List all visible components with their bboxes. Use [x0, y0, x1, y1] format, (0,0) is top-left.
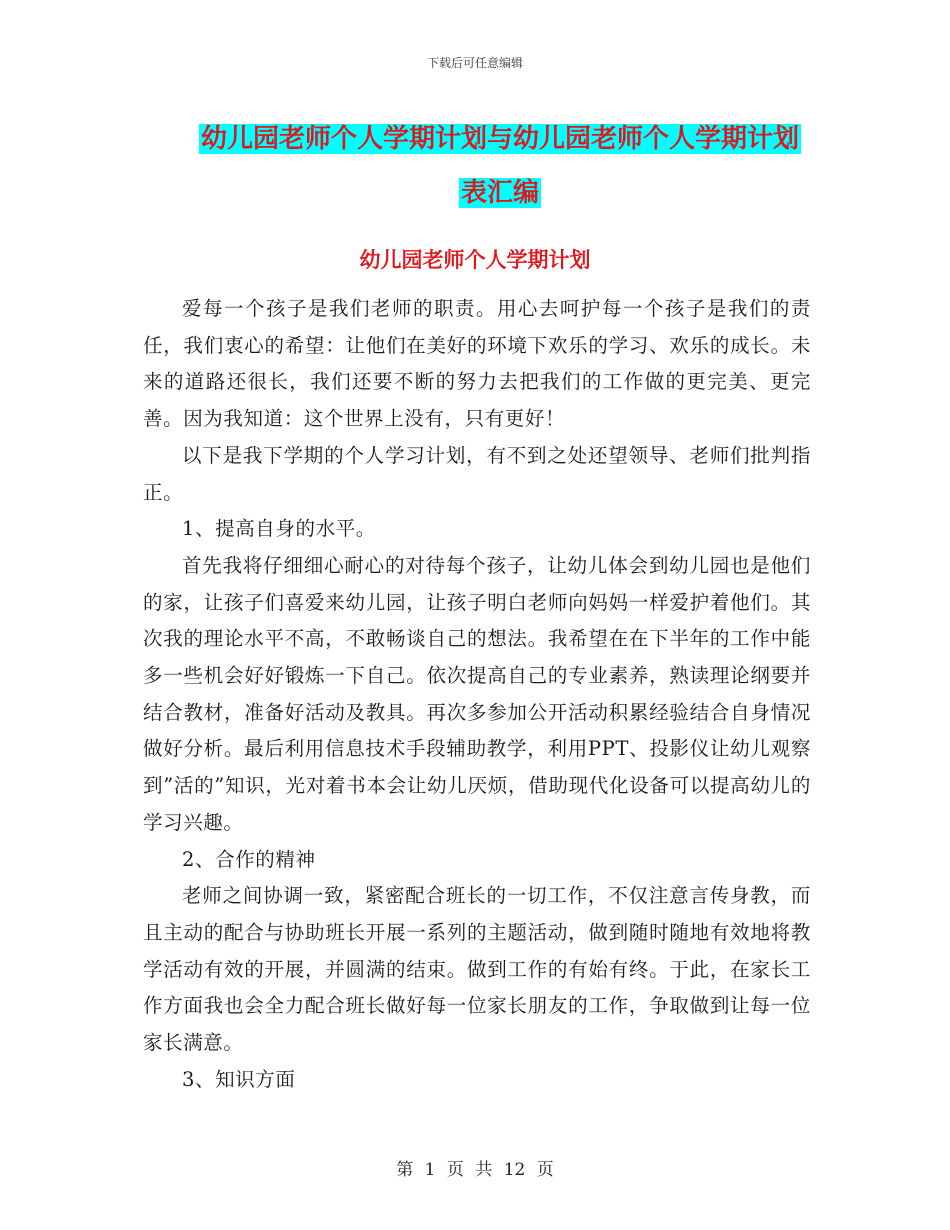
paragraph-heading: 2、合作的精神	[182, 847, 316, 871]
document-title-line-1: 幼儿园老师个人学期计划与幼儿园老师个人学期计划	[200, 124, 799, 154]
paragraph-heading: 3、知识方面	[182, 1067, 296, 1091]
section-title: 幼儿园老师个人学期计划	[359, 248, 591, 272]
paragraph-heading: 1、提高自身的水平。	[182, 517, 376, 541]
document-title-line-2: 表汇编	[460, 178, 539, 208]
body-text	[143, 291, 811, 1098]
document-title	[150, 112, 850, 220]
paragraph: 以下是我下学期的个人学习计划，有不到之处还望领导、老师们批判指正。	[143, 443, 811, 504]
header-note: 下载后可任意编辑	[426, 56, 523, 70]
paragraph: 首先我将仔细细心耐心的对待每个孩子，让幼儿体会到幼儿园也是他们的家，让孩子们喜爱来幼儿园，让孩子明白老师向妈妈一样爱护着他们。其次我的理论水平不高，不敢畅谈自己的想法。我希望在在下半年的工作中能多一些机会好好锻炼一下自己。依次提高自己的专业素养，熟读理论纲要并结合教材，准备好活动及教具。再次多参加公开活动积累经验结合自身情况做好分析。最后利用信息技术手段辅助教学，利用PPT、投影仪让幼儿观察到”活的”知识，光对着书本会让幼儿厌烦，借助现代化设备可以提高幼儿的学习兴趣。	[143, 553, 811, 834]
paragraph: 老师之间协调一致，紧密配合班长的一切工作，不仅注意言传身教，而且主动的配合与协助班长开展一系列的主题活动，做到随时随地有效地将教学活动有效的开展，并圆满的结束。做到工作的有始有终。于此，在家长工作方面我也会全力配合班长做好每一位家长朋友的工作，争取做到让每一位家长满意。	[143, 884, 811, 1055]
paragraph: 爱每一个孩子是我们老师的职责。用心去呵护每一个孩子是我们的责任，我们衷心的希望：让他们在美好的环境下欢乐的学习、欢乐的成长。未来的道路还很长，我们还要不断的努力去把我们的工作做的更完美、更完善。因为我知道：这个世界上没有，只有更好！	[143, 297, 811, 431]
page-number-footer: 第 1 页 共 12 页	[396, 1160, 554, 1180]
